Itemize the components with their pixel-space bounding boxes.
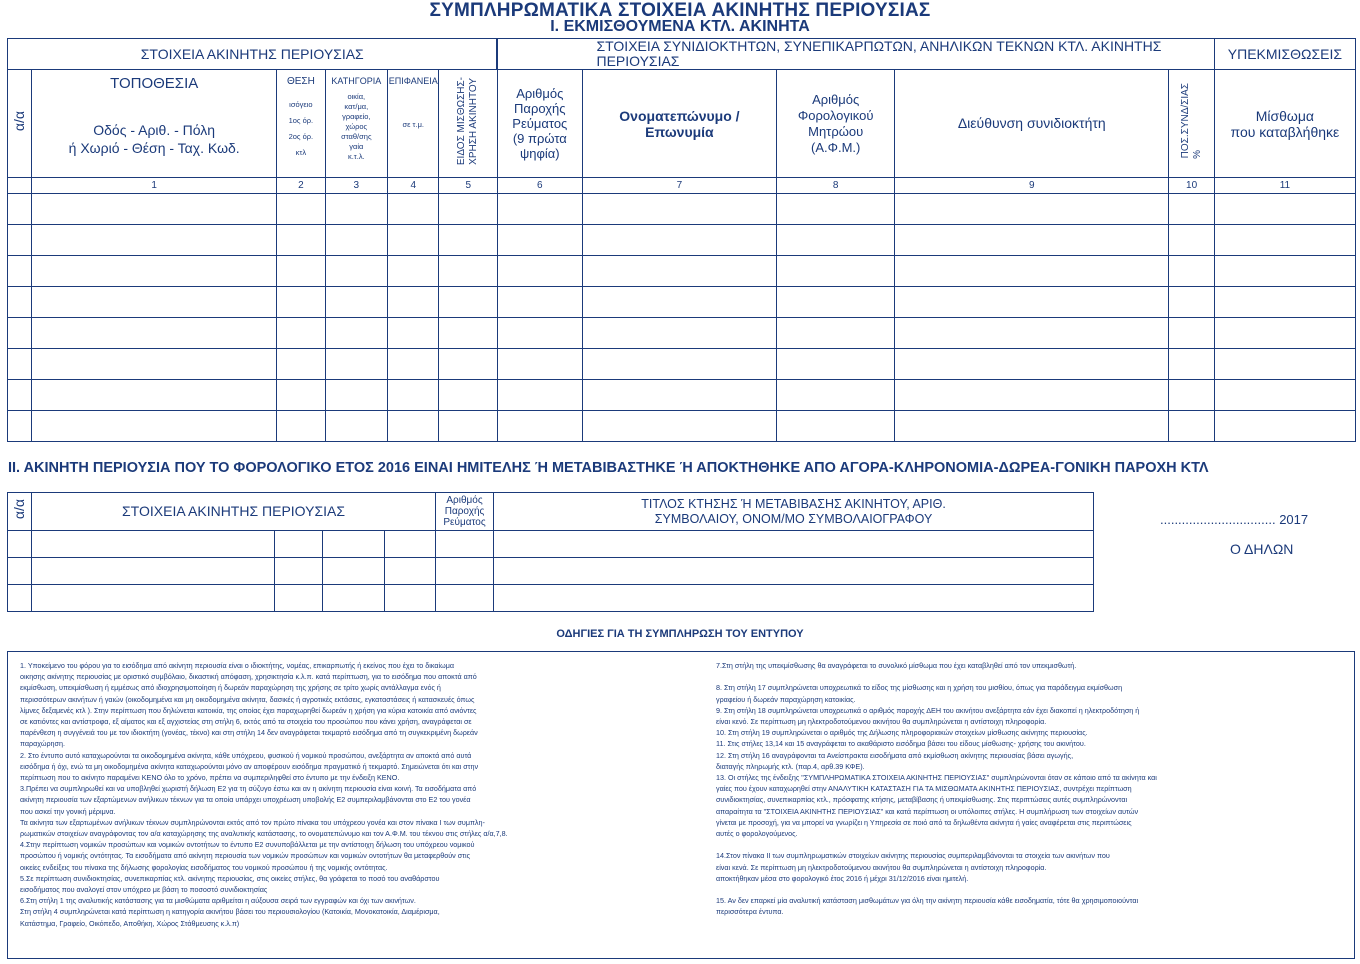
sec2-col-titlos: ΤΙΤΛΟΣ ΚΤΗΣΗΣ Ή ΜΕΤΑΒΙΒΑΣΗΣ ΑΚΙΝΗΤΟΥ, ΑΡΙΘ. ΣΥΜΒΟΛΑΙΟΥ, ΟΝΟΜ/ΜΟ ΣΥΜΒΟΛΑΙΟΓΡΑΦΟΥ: [494, 493, 1094, 531]
col-pososto: ΠΟΣ.ΣΥΝΔ/ΣΙΑΣ%: [1169, 70, 1214, 178]
table-row[interactable]: [8, 411, 1356, 442]
table-acquired-properties: [7, 492, 1094, 612]
col-thesi: ΘΕΣΗ ισόγειο 1ος όρ. 2ος όρ. κτλ: [277, 70, 325, 178]
col-number-2: 2: [277, 178, 325, 194]
table1-body: [8, 194, 1356, 442]
group-property-data: ΣΤΟΙΧΕΙΑ ΑΚΙΝΗΤΗΣ ΠΕΡΙΟΥΣΙΑΣ: [8, 39, 498, 70]
table-row[interactable]: [8, 318, 1356, 349]
col-afm: Αριθμός Φορολογικού Μητρώου (Α.Φ.Μ.): [777, 70, 895, 178]
table-row[interactable]: [8, 558, 1094, 585]
form-subtitle: Ι. ΕΚΜΙΣΘΟΥΜΕΝΑ ΚΤΛ. ΑΚΙΝΗΤΑ: [550, 18, 810, 35]
col-eidos-misthosis: ΕΙΔΟΣ ΜΙΣΘΩΣΗΣ-ΧΡΗΣΗ ΑΚΙΝΗΤΟΥ: [439, 70, 498, 178]
instructions-box: [7, 651, 1355, 959]
col-paroxi-reumatos: Αριθμός Παροχής Ρεύματος (9 πρώτα ψηφία): [497, 70, 582, 178]
col-misthoma: Μίσθωμα που καταβλήθηκε: [1214, 70, 1355, 178]
col-katigoria: ΚΑΤΗΓΟΡΙΑ οικία, κατ/μα, γραφείο, χώρος σταθ/σης γαία κ.τ.λ.: [325, 70, 388, 178]
col-dieuthinsi: Διεύθυνση συνιδιοκτήτη: [895, 70, 1169, 178]
table-row[interactable]: [8, 256, 1356, 287]
col-onomatepwnymo: Ονοματεπώνυμο / Επωνυμία: [582, 70, 777, 178]
form-title: ΣΥΜΠΛΗΡΩΜΑΤΙΚΑ ΣΤΟΙΧΕΙΑ ΑΚΙΝΗΤΗΣ ΠΕΡΙΟΥΣΙΑΣ: [429, 0, 931, 21]
col-topothesia: ΤΟΠΟΘΕΣΙΑ Οδός - Αριθ. - Πόλη ή Χωριό - Θέση - Ταχ. Κωδ.: [32, 70, 277, 178]
col-number-10: 10: [1169, 178, 1214, 194]
instructions-left: 1. Υποκείμενο του φόρου για το εισόδημα από ακίνητη περιουσία είναι ο ιδιοκτήτης, νομέας, επικαρπωτής ή εκείνος που έχει το δικαίωμα οικησης ακίνητης περιουσίας με οριστικό συμβόλαιο, δικαστική απόφαση, χρησικτησία κ.λ.π. κατά περίπτωση, για το εισόδημα που αποκτά από εκμίσθωση, υπεκμίσθωση ή εμμέσως από ιδιοχρησιμοποίηση ή δωρεάν παραχώρηση της χρήσης σε τρίτο χωρίς αντάλλαγμα ενός ή περισσότερων ακινήτων ή γαιών (οικοδομημένα και μη οικοδομημένα ακίνητα, δασικές ή αγροτικές εκτάσεις, εγκαταστάσεις ή κατασκευές όπως λίμνες δεξαμενές κτλ ). Στην περίπτωση που δηλώνεται κατοικία, της οποίας έχει παραχωρηθεί δωρεάν η χρήση για κύρια κατοικία από ανιόντες σε κατιόντες και αντίστροφα, εξ αίματος και εξ αγχιστείας στη στήλη 6, εκτός από τα στοιχεία του προσώπου που κάνει χρήση, αναγράφεται σε παρένθεση η συγγένειά του με τον ιδιοκτήτη (γονέας, τέκνο) και στη στήλη 14 δεν αναγράφεται τεκμαρτό εισόδημα από τη συγκεκριμένη δωρεάν παραχώρηση. 2. Στο έντυπο αυτό καταχωρούνται τα οικοδομημένα ακίνητα, κάθε υπόχρεου, φυσικού ή νομικού προσώπου, ανεξάρτητα αν αποκτά από αυτά εισόδημα ή όχι, ενώ τα μη οικοδομημένα ακίνητα καταχωρούνται μόνο αν αποφέρουν εισόδημα πραγματικό ή τεκμαρτό. Σημειώνεται ότι και στην περίπτωση που το ακίνητο παραμένει ΚΕΝΟ όλο το χρόνο, πρέπει να συμπεριληφθεί στο έντυπο με την ένδειξη ΚΕΝΟ. 3.Πρέπει να συμπληρωθεί και να υποβληθεί χωριστή δήλωση Ε2 για τη σύζυγο έστω και αν η ακίνητη περιουσία είναι κοινή. Τα εισοδήματα από ακίνητη περιουσία των εξαρτώμενων ανήλικων τέκνων για τα οποία υπάρχει υποχρέωση υποβολής Ε2 συμπεριλαμβάνονται στο Ε2 του γονέα που ασκεί την γονική μέριμνα. Τα ακίνητα των εξαρτωμένων ανήλικων τέκνων συμπληρώνονται εκτός από τον πρώτο πίνακα του υπόχρεου γονέα και στον πίνακα Ι των συμπλη- ρωματικών στοιχείων αναγράφοντας τον α/α καταχώρησης της αναλυτικής κατάστασης, το ονοματεπώνυμο και τον Α.Φ.Μ. του τέκνου στις στήλες α/α,7,8. 4.Στην περίπτωση νομικών προσώπων και νομικών οντοτήτων το έντυπο Ε2 συνυποβάλλεται με την αντίστοιχη δήλωση του υπόχρεου νομικού προσώπου ή νομικής οντότητας. Τα εισοδήματα από ακίνητη περιουσία των νομικών προσώπων και νομικών οντοτήτων θα μεταφερθούν στις οικείες ενδείξεις του πίνακα της δήλωσης φορολογίας εισοδήματος του νομικού προσώπου ή της νομικής οντότητας. 5.Σε περίπτωση συνιδιοκτησίας, συνεπικαρπίας κτλ. ακίνητης περιουσίας, στις οικείες στήλες, θα γράφεται το ποσό του αναθάρστου εισοδήματος που αναλογεί στον υπόχρεο με βάση το ποσοστό συνιδιοκτησίας 6.Στη στήλη 1 της αναλυτικής κατάστασης για τα μισθώματα αριθμείται η αύξουσα σειρά των εγγραφών και όχι των ακινήτων. Στη στήλη 4 συμπληρώνεται κατά περίπτωση η κατηγορία ακινήτου βάσει του περιουσιολογίου (Κατοικία, Μονοκατοικία, Διαμέρισμα, Κατάστημα, Γραφείο, Οικόπεδο, Αποθήκη, Χώρος Στάθμευσης κ.λ.π): [20, 661, 508, 928]
group-co-owners: ΣΤΟΙΧΕΙΑ ΣΥΝΙΔΙΟΚΤΗΤΩΝ, ΣΥΝΕΠΙΚΑΡΠΩΤΩΝ, ΑΝΗΛΙΚΩΝ ΤΕΚΝΩΝ ΚΤΛ. ΑΚΙΝΗΤΗΣ ΠΕΡΙΟΥΣΙΑΣ: [497, 39, 1214, 70]
col-number-8: 8: [777, 178, 895, 194]
col-number-9: 9: [895, 178, 1169, 194]
section2-title: ΙΙ. ΑΚΙΝΗΤΗ ΠΕΡΙΟΥΣΙΑ ΠΟΥ ΤΟ ΦΟΡΟΛΟΓΙΚΟ ΕΤΟΣ 2016 ΕΙΝΑΙ ΗΜΙΤΕΛΗΣ Ή ΜΕΤΑΒΙΒΑΣΤΗΚΕ Ή ΑΠΟΚΤΗΘΗΚΕ ΑΠΟ ΑΓΟΡΑ-ΚΛΗΡΟΝΟΜΙΑ-ΔΩΡΕΑ-ΓΟΝΙΚΗ ΠΑΡΟΧΗ ΚΤΛ: [8, 460, 1209, 476]
col-number-11: 11: [1214, 178, 1355, 194]
col-epifaneia: ΕΠΙΦΑΝΕΙΑ σε τ.μ.: [388, 70, 439, 178]
signature-date: ................................ 2017: [1160, 512, 1309, 527]
table-row[interactable]: [8, 585, 1094, 612]
col-number-5: 5: [439, 178, 498, 194]
table-row[interactable]: [8, 225, 1356, 256]
col-number-4: 4: [388, 178, 439, 194]
table-row[interactable]: [8, 287, 1356, 318]
col-number-1: 1: [32, 178, 277, 194]
sec2-col-aa: α/α: [8, 493, 32, 531]
instructions-right: 7.Στη στήλη της υπεκμίσθωσης θα αναγράφεται το συνολικό μίσθωμα που έχει καταβληθεί από τον υπεκμισθωτή. 8. Στη στήλη 17 συμπληρώνεται υποχρεωτικά το είδος της μίσθωσης και η χρήση του μισθίου, όπως για παράδειγμα εκμίσθωση γραφείου ή δωρεάν παραχώρηση κατοικίας. 9. Στη στήλη 18 συμπληρώνεται υποχρεωτικά ο αριθμός παροχής ΔΕΗ του ακινήτου ανεξάρτητα εάν έχει διακοπεί η ηλεκτροδότηση ή είναι κενό. Σε περίπτωση μη ηλεκτροδοτούμενου ακινήτου θα συμπληρώνεται η αντίστοιχη πληροφορία. 10. Στη στήλη 19 συμπληρώνεται ο αριθμός της Δήλωσης πληροφοριακών στοιχείων μίσθωσης ακίνητης περιουσίας. 11. Στις στήλες 13,14 και 15 αναγράφεται το ακαθάριστο εισόδημα βάσει του είδους μίσθωσης- χρήσης του ακινήτου. 12. Στη στήλη 16 αναγράφονται τα Ανείσπρακτα εισοδήματα από εκμίσθωση ακίνητης περιουσίας βάσει αγωγής, διαταγής πληρωμής κτλ. (παρ.4, αρθ.39 ΚΦΕ). 13. Οι στήλες της ένδειξης "ΣΥΜΠΛΗΡΩΜΑΤΙΚΑ ΣΤΟΙΧΕΙΑ ΑΚΙΝΗΤΗΣ ΠΕΡΙΟΥΣΙΑΣ" συμπληρώνονται όταν σε κάποιο από τα ακίνητα και γαίες που έχουν καταχωρηθεί στην ΑΝΑΛΥΤΙΚΗ ΚΑΤΑΣΤΑΣΗ ΓΙΑ ΤΑ ΜΙΣΘΩΜΑΤΑ ΑΚΙΝΗΤΗΣ ΠΕΡΙΟΥΣΙΑΣ, συντρέχει περίπτωση συνιδιοκτησίας, συνεπικαρπίας κτλ., πρόσφατης κτήσης, μεταβίβασης ή υπεκμίσθωσης. Στις περιπτώσεις αυτές συμπληρώνονται απαραίτητα τα "ΣΤΟΙΧΕΙΑ ΑΚΙΝΗΤΗΣ ΠΕΡΙΟΥΣΙΑΣ" και κατά περίπτωση οι υπόλοιπες στήλες. Η συμπλήρωση των στοιχείων αυτών γίνεται με προσοχή, για να μπορεί να γνωρίζει η Υπηρεσία σε ποιό από τα δηλωθέντα ακίνητα ή γαίες αναφέρεται στις περιπτώσεις αυτές ο φορολογούμενος. 14.Στον πίνακα ΙΙ των συμπληρωματικών στοιχείων ακίνητης περιουσίας συμπεριλαμβάνονται τα στοιχεία των ακινήτων που είναι κενά. Σε περίπτωση μη ηλεκτροδοτούμενου ακινήτου θα συμπληρώνεται η αντίστοιχη πληροφορία. αποκτήθηκαν μέσα στο φορολογικό έτος 2016 ή μέχρι 31/12/2016 είναι ημιτελή. 15. Αν δεν επαρκεί μία αναλυτική κατάσταση μισθωμάτων για όλη την ακίνητη περιουσία κάθε εισοδηματία, τότε θα χρησιμοποιούνται περισσότερα έντυπα.: [716, 661, 1157, 917]
col-aa: α/α: [8, 70, 32, 178]
col-number-7: 7: [582, 178, 777, 194]
table-row[interactable]: [8, 349, 1356, 380]
table-row[interactable]: [8, 380, 1356, 411]
col-number-3: 3: [325, 178, 388, 194]
declarant-label: Ο ΔΗΛΩΝ: [1230, 541, 1294, 557]
sec2-col-stoixeia: ΣΤΟΙΧΕΙΑ ΑΚΙΝΗΤΗΣ ΠΕΡΙΟΥΣΙΑΣ: [32, 493, 436, 531]
table-leased-properties: [7, 38, 1356, 442]
instructions-title: ΟΔΗΓΙΕΣ ΓΙΑ ΤΗ ΣΥΜΠΛΗΡΩΣΗ ΤΟΥ ΕΝΤΥΠΟΥ: [556, 628, 804, 640]
col-number-6: 6: [497, 178, 582, 194]
sec2-col-paroxi: Αριθμός Παροχής Ρεύματος: [436, 493, 494, 531]
table-row[interactable]: [8, 531, 1094, 558]
table-row[interactable]: [8, 194, 1356, 225]
group-subleases: ΥΠΕΚΜΙΣΘΩΣΕΙΣ: [1214, 39, 1355, 70]
